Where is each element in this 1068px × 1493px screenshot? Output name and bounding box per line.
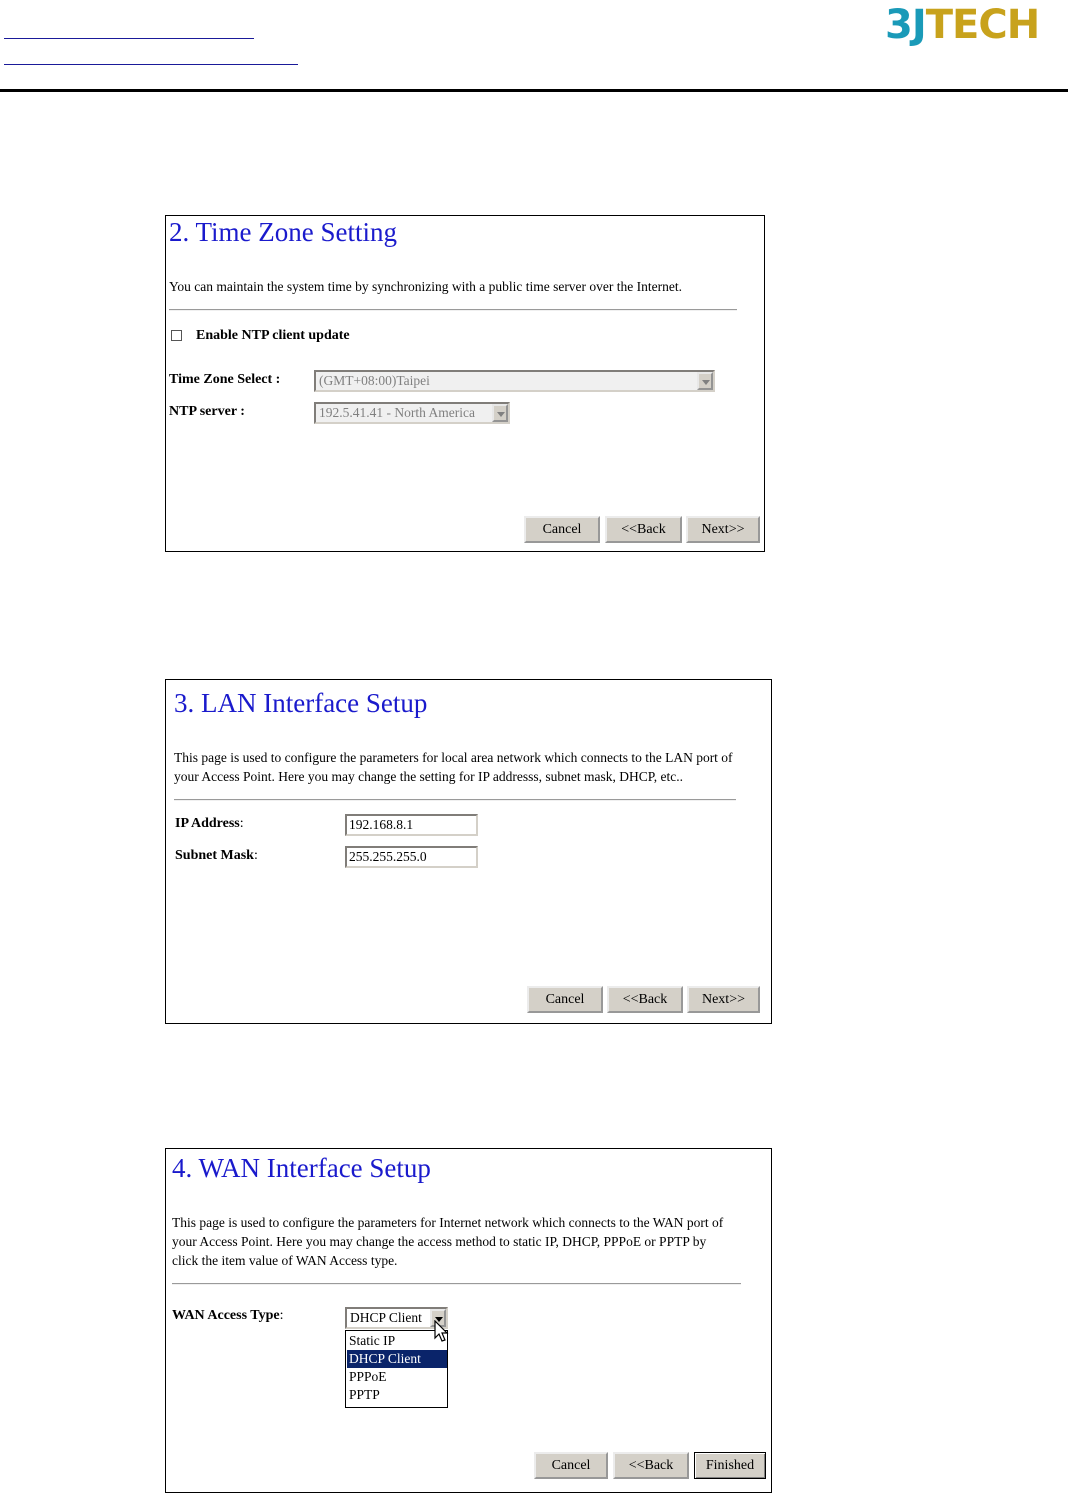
logo-word: TECH: [925, 2, 1040, 48]
separator: [174, 799, 736, 801]
next-button[interactable]: Next>>: [686, 516, 760, 543]
ip-address-colon: :: [239, 816, 244, 831]
separator: [169, 309, 737, 311]
page-description-line-1: This page is used to configure the parameters for Internet network which connects to the WAN port of: [172, 1215, 724, 1230]
page-title: 3. LAN Interface Setup: [174, 688, 428, 718]
mouse-cursor-icon: [434, 1320, 450, 1344]
ntp-enable-checkbox[interactable]: [171, 330, 182, 341]
time-zone-label: Time Zone Select :: [169, 372, 281, 387]
cancel-button[interactable]: Cancel: [534, 1452, 608, 1479]
subnet-mask-colon: :: [253, 848, 258, 863]
back-button[interactable]: <<Back: [613, 1452, 689, 1479]
ntp-server-select[interactable]: [314, 402, 510, 424]
time-zone-panel: [165, 215, 765, 552]
ntp-enable-label: Enable NTP client update: [196, 328, 350, 343]
wan-access-type-dropdown: [345, 1330, 448, 1408]
time-zone-select[interactable]: [314, 370, 715, 392]
cancel-button[interactable]: Cancel: [524, 516, 600, 543]
wan-panel: [165, 1148, 772, 1493]
wan-access-type-value: DHCP Client: [350, 1310, 422, 1325]
finished-button[interactable]: Finished: [694, 1452, 766, 1479]
wan-access-type-select[interactable]: [345, 1307, 448, 1329]
subnet-mask-input[interactable]: [345, 846, 478, 868]
logo-letter: J: [911, 2, 926, 48]
page-description-line-2: your Access Point. Here you may change the setting for IP addresss, subnet mask, DHCP, etc..: [174, 769, 684, 784]
ip-address-label: [175, 816, 244, 832]
ntp-server-value: 192.5.41.41 - North America: [319, 405, 475, 420]
subnet-mask-label: [175, 848, 258, 864]
back-button[interactable]: <<Back: [605, 516, 682, 543]
page-title: 4. WAN Interface Setup: [172, 1153, 431, 1183]
time-zone-value: (GMT+08:00)Taipei: [319, 373, 430, 388]
dropdown-option-dhcp-client[interactable]: DHCP Client: [347, 1350, 447, 1368]
next-button[interactable]: Next>>: [687, 986, 760, 1013]
lan-panel: [165, 679, 772, 1024]
header-link-line-1: [4, 38, 254, 39]
dropdown-option-pptp[interactable]: PPTP: [349, 1387, 380, 1402]
page-description-line-1: This page is used to configure the parameters for local area network which connects to the LAN port of: [174, 750, 733, 765]
page-title: 2. Time Zone Setting: [169, 217, 398, 247]
separator: [172, 1283, 741, 1285]
page-description-line-3: click the item value of WAN Access type.: [172, 1253, 398, 1268]
brand-logo: [885, 2, 1040, 58]
ntp-server-label: NTP server :: [169, 404, 245, 419]
wan-access-type-colon: :: [279, 1308, 284, 1323]
ip-address-input[interactable]: [345, 814, 478, 836]
logo-digit: 3: [885, 2, 912, 48]
page-description-line-2: your Access Point. Here you may change the access method to static IP, DHCP, PPPoE or PPTP by: [172, 1234, 707, 1249]
back-button[interactable]: <<Back: [607, 986, 683, 1013]
dropdown-option-pppoe[interactable]: PPPoE: [349, 1369, 387, 1384]
cancel-button[interactable]: Cancel: [527, 986, 603, 1013]
dropdown-option-static-ip[interactable]: Static IP: [349, 1333, 396, 1348]
chevron-down-icon: [697, 372, 713, 390]
subnet-mask-label-text: Subnet Mask: [175, 848, 254, 863]
wan-access-type-label-text: WAN Access Type: [172, 1308, 280, 1323]
page-description: You can maintain the system time by synchronizing with a public time server over the Internet.: [169, 279, 683, 294]
wan-access-type-label: [172, 1308, 283, 1324]
header-divider: [0, 89, 1068, 92]
header-link-line-2: [4, 64, 298, 65]
chevron-down-icon: [492, 404, 508, 422]
ip-address-label-text: IP Address: [175, 816, 240, 831]
